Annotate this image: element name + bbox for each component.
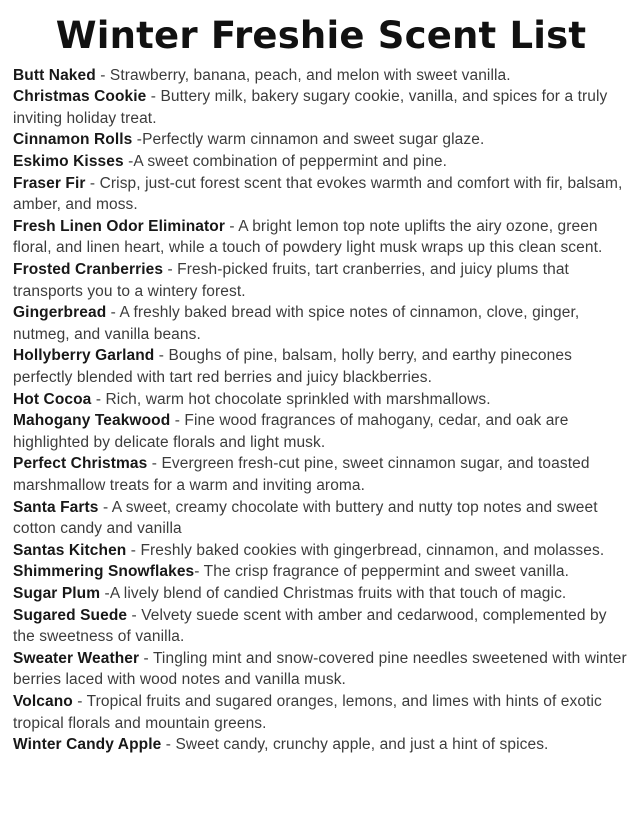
scent-name: Fraser Fir xyxy=(13,174,86,192)
scent-separator: - xyxy=(72,692,87,710)
scent-separator: - xyxy=(85,174,100,192)
scent-list-item xyxy=(13,691,629,734)
scent-description: Evergreen fresh-cut pine, sweet cinnamon sugar, and toasted marshmallow treats for a warm and inviting aroma. xyxy=(13,455,590,494)
scent-description: Strawberry, banana, peach, and melon with sweet vanilla. xyxy=(109,66,511,84)
scent-description: A bright lemon top note uplifts the airy ozone, green floral, and linen heart, while a touch of powdery light musk wraps up this clean scent. xyxy=(13,217,603,257)
scent-description: A freshly baked bread with spice notes of cinnamon, clove, ginger, nutmeg, and vanilla beans. xyxy=(13,304,580,343)
scent-list-item xyxy=(13,173,629,216)
scent-description: Buttery milk, bakery sugary cookie, vanilla, and spices for a truly inviting holiday treat. xyxy=(13,88,608,127)
scent-list-item xyxy=(13,648,629,691)
scent-name: Eskimo Kisses xyxy=(13,153,124,171)
scent-separator: - xyxy=(127,606,142,624)
scent-separator: - xyxy=(194,563,204,581)
scent-name: Santa Farts xyxy=(13,498,99,516)
scent-description: Rich, warm hot chocolate sprinkled with marshmallows. xyxy=(105,390,491,408)
scent-separator: - xyxy=(154,347,169,365)
scent-list-item xyxy=(13,302,629,345)
scent-separator: - xyxy=(147,455,162,473)
scent-name: Shimmering Snowflakes xyxy=(13,563,195,581)
scent-name: Sweater Weather xyxy=(13,649,140,667)
scent-list xyxy=(13,65,629,756)
scent-separator: - xyxy=(139,649,153,667)
scent-list-item xyxy=(13,389,629,411)
scent-separator: - xyxy=(132,131,143,149)
scent-list-item xyxy=(13,216,629,259)
scent-separator: - xyxy=(91,390,106,408)
scent-separator: - xyxy=(95,66,110,84)
scent-name: Fresh Linen Odor Eliminator xyxy=(13,217,225,235)
scent-list-item xyxy=(13,583,629,605)
scent-description: Sweet candy, crunchy apple, and just a hint of spices. xyxy=(175,736,549,754)
scent-separator: - xyxy=(146,88,161,106)
scent-name: Frosted Cranberries xyxy=(13,261,164,279)
scent-separator: - xyxy=(98,498,112,516)
scent-description: Velvety suede scent with amber and cedarwood, complemented by the sweetness of vanilla. xyxy=(13,606,607,646)
scent-list-item xyxy=(13,497,629,540)
scent-name: Christmas Cookie xyxy=(13,88,147,106)
scent-description: Tropical fruits and sugared oranges, lemons, and limes with hints of exotic tropical florals and mountain greens. xyxy=(13,692,602,732)
scent-description: Boughs of pine, balsam, holly berry, and earthy pinecones perfectly blended with tart red berries and juicy blackberries. xyxy=(13,347,572,386)
scent-separator: - xyxy=(170,412,185,430)
scent-description: Crisp, just-cut forest scent that evokes warmth and comfort with fir, balsam, amber, and moss. xyxy=(13,174,623,214)
scent-list-item xyxy=(13,561,629,583)
scent-list-item xyxy=(13,65,629,87)
scent-description: A sweet, creamy chocolate with buttery and nutty top notes and sweet cotton candy and vanilla xyxy=(13,498,598,538)
scent-name: Winter Candy Apple xyxy=(13,736,162,754)
scent-description: A lively blend of candied Christmas fruits with that touch of magic. xyxy=(109,584,567,602)
scent-list-item xyxy=(13,129,629,151)
scent-description: A sweet combination of peppermint and pine. xyxy=(133,153,448,171)
scent-name: Sugared Suede xyxy=(13,606,128,624)
scent-description: Fresh-picked fruits, tart cranberries, and juicy plums that transports you to a wintery forest. xyxy=(13,261,569,300)
scent-name: Sugar Plum xyxy=(13,584,101,602)
scent-list-item xyxy=(13,151,629,173)
scent-list-item xyxy=(13,734,629,756)
scent-separator: - xyxy=(126,541,141,559)
scent-description: Fine wood fragrances of mahogany, cedar, and oak are highlighted by delicate florals and light musk. xyxy=(13,412,569,451)
scent-list-item xyxy=(13,605,629,648)
scent-separator: - xyxy=(100,584,110,602)
scent-list-item xyxy=(13,410,629,453)
scent-name: Butt Naked xyxy=(13,66,96,84)
page-title: Winter Freshie Scent List xyxy=(55,14,587,57)
scent-list-item xyxy=(13,453,629,496)
scent-name: Mahogany Teakwood xyxy=(13,412,171,430)
scent-description: The crisp fragrance of peppermint and sweet vanilla. xyxy=(203,563,569,581)
scent-separator: - xyxy=(163,261,178,279)
scent-name: Cinnamon Rolls xyxy=(13,131,133,149)
scent-separator: - xyxy=(224,217,239,235)
scent-name: Santas Kitchen xyxy=(13,541,127,559)
scent-separator: - xyxy=(161,736,176,754)
scent-name: Gingerbread xyxy=(13,304,107,322)
scent-name: Volcano xyxy=(13,692,73,710)
scent-list-item xyxy=(13,86,629,129)
scent-name: Hot Cocoa xyxy=(13,390,92,408)
scent-list-item xyxy=(13,540,629,562)
scent-description: Perfectly warm cinnamon and sweet sugar glaze. xyxy=(142,131,485,149)
scent-list-item xyxy=(13,345,629,388)
scent-name: Perfect Christmas xyxy=(13,455,148,473)
scent-separator: - xyxy=(106,304,120,322)
scent-description: Freshly baked cookies with gingerbread, cinnamon, and molasses. xyxy=(140,541,605,559)
scent-list-item xyxy=(13,259,629,302)
scent-name: Hollyberry Garland xyxy=(13,347,155,365)
scent-description: Tingling mint and snow-covered pine needles sweetened with winter berries laced with wood notes and vanilla musk. xyxy=(13,649,627,689)
scent-separator: - xyxy=(123,153,134,171)
